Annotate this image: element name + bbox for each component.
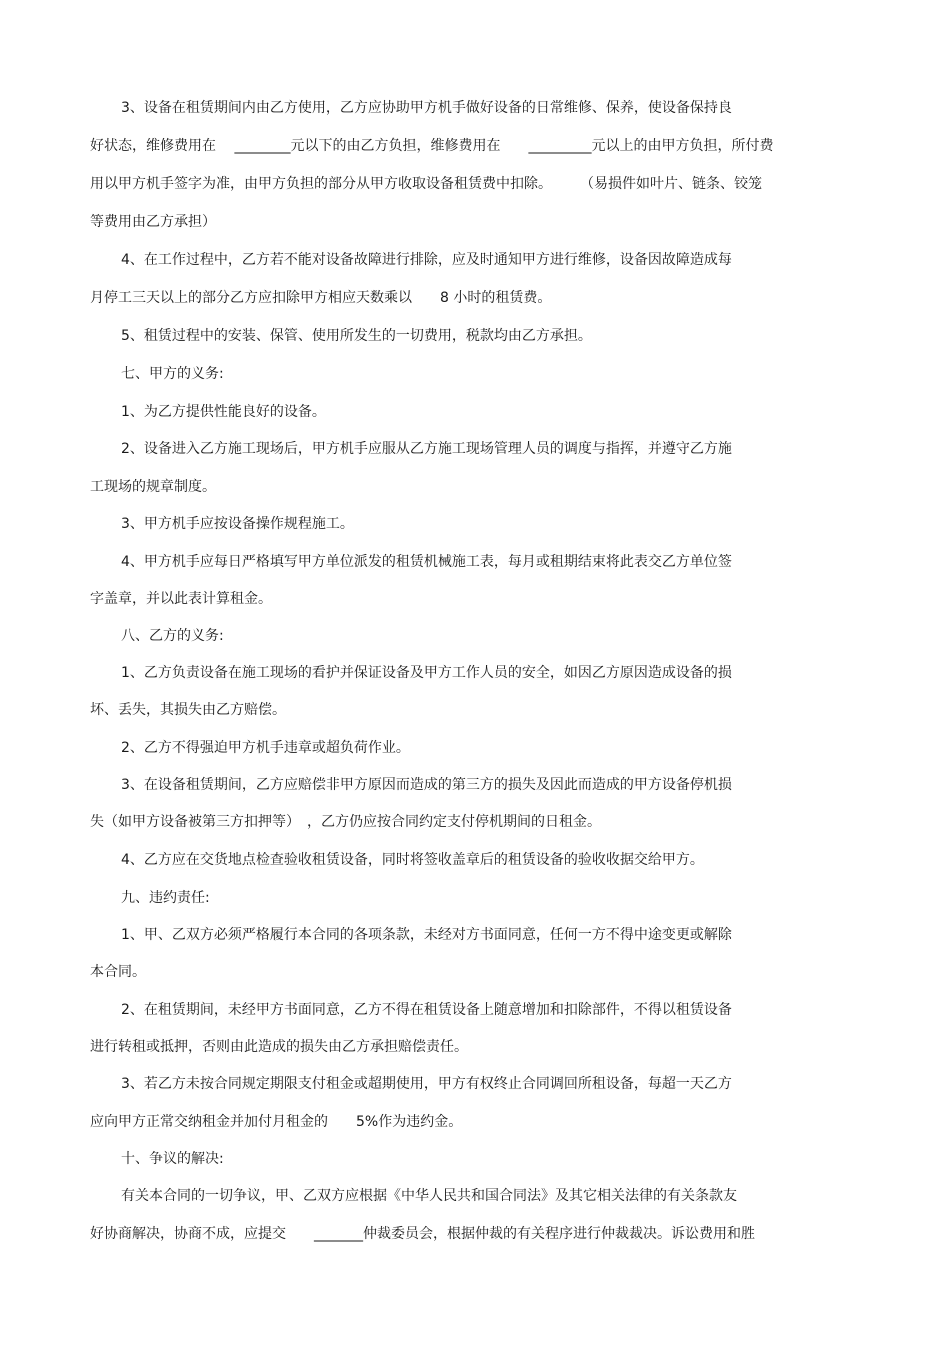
text-line: 3、甲方机手应按设备操作规程施工。 <box>121 516 354 532</box>
section-heading: 十、争议的解决: <box>121 1151 224 1167</box>
text-line: 2、乙方不得强迫甲方机手违章或超负荷作业。 <box>121 740 410 756</box>
text-line: 1、乙方负责设备在施工现场的看护并保证设备及甲方工作人员的安全，如因乙方原因造成设备的损 <box>121 665 732 681</box>
text-line: 3、在设备租赁期间，乙方应赔偿非甲方原因而造成的第三方的损失及因此而造成的甲方设备停机损 <box>121 777 732 793</box>
section-heading: 八、乙方的义务: <box>121 628 224 644</box>
text-line: 有关本合同的一切争议，甲、乙双方应根据《中华人民共和国合同法》及其它相关法律的有关条款友 <box>121 1188 737 1204</box>
text-line: 用以甲方机手签字为准，由甲方负担的部分从甲方收取设备租赁费中扣除。 （易损件如叶片、链条、铰笼 <box>90 176 762 192</box>
text-line: 2、设备进入乙方施工现场后，甲方机手应服从乙方施工现场管理人员的调度与指挥，并遵守乙方施 <box>121 441 732 457</box>
section-heading: 七、甲方的义务: <box>121 366 224 382</box>
text-line: 4、甲方机手应每日严格填写甲方单位派发的租赁机械施工表，每月或租期结束将此表交乙方单位签 <box>121 554 732 570</box>
text-line: 3、若乙方未按合同规定期限支付租金或超期使用，甲方有权终止合同调回所租设备，每超一天乙方 <box>121 1076 732 1092</box>
text-line: 失（如甲方设备被第三方扣押等） ，乙方仍应按合同约定支付停机期间的日租金。 <box>90 814 601 830</box>
text-line: 4、在工作过程中，乙方若不能对设备故障进行排除，应及时通知甲方进行维修，设备因故障造成每 <box>121 252 732 268</box>
text-line: 1、甲、乙双方必须严格履行本合同的各项条款，未经对方书面同意，任何一方不得中途变更或解除 <box>121 927 732 943</box>
text-line: 月停工三天以上的部分乙方应扣除甲方相应天数乘以 8 小时的租赁费。 <box>90 290 552 306</box>
text-line: 2、在租赁期间，未经甲方书面同意，乙方不得在租赁设备上随意增加和扣除部件，不得以租赁设备 <box>121 1002 732 1018</box>
text-line: 字盖章，并以此表计算租金。 <box>90 591 272 607</box>
text-line: 3、设备在租赁期间内由乙方使用，乙方应协助甲方机手做好设备的日常维修、保养，使设备保持良 <box>121 100 732 116</box>
text-line: 5、租赁过程中的安装、保管、使用所发生的一切费用，税款均由乙方承担。 <box>121 328 592 344</box>
text-line: 本合同。 <box>90 964 146 980</box>
text-line: 4、乙方应在交货地点检查验收租赁设备，同时将签收盖章后的租赁设备的验收收据交给甲方。 <box>121 852 704 868</box>
text-line: 工现场的规章制度。 <box>90 479 216 495</box>
text-line: 等费用由乙方承担） <box>90 214 216 230</box>
text-line: 坏、丢失，其损失由乙方赔偿。 <box>90 702 286 718</box>
text-line: 好协商解决，协商不成，应提交 _______仲裁委员会，根据仲裁的有关程序进行仲裁裁决。诉讼费用和胜 <box>90 1226 755 1242</box>
text-line: 应向甲方正常交纳租金并加付月租金的 5%作为违约金。 <box>90 1114 463 1130</box>
text-line: 进行转租或抵押，否则由此造成的损失由乙方承担赔偿责任。 <box>90 1039 468 1055</box>
text-line: 1、为乙方提供性能良好的设备。 <box>121 404 326 420</box>
section-heading: 九、违约责任: <box>121 890 210 906</box>
text-line: 好状态，维修费用在 ________元以下的由乙方负担，维修费用在 _________元以上的由甲方负担，所付费 <box>90 138 774 154</box>
